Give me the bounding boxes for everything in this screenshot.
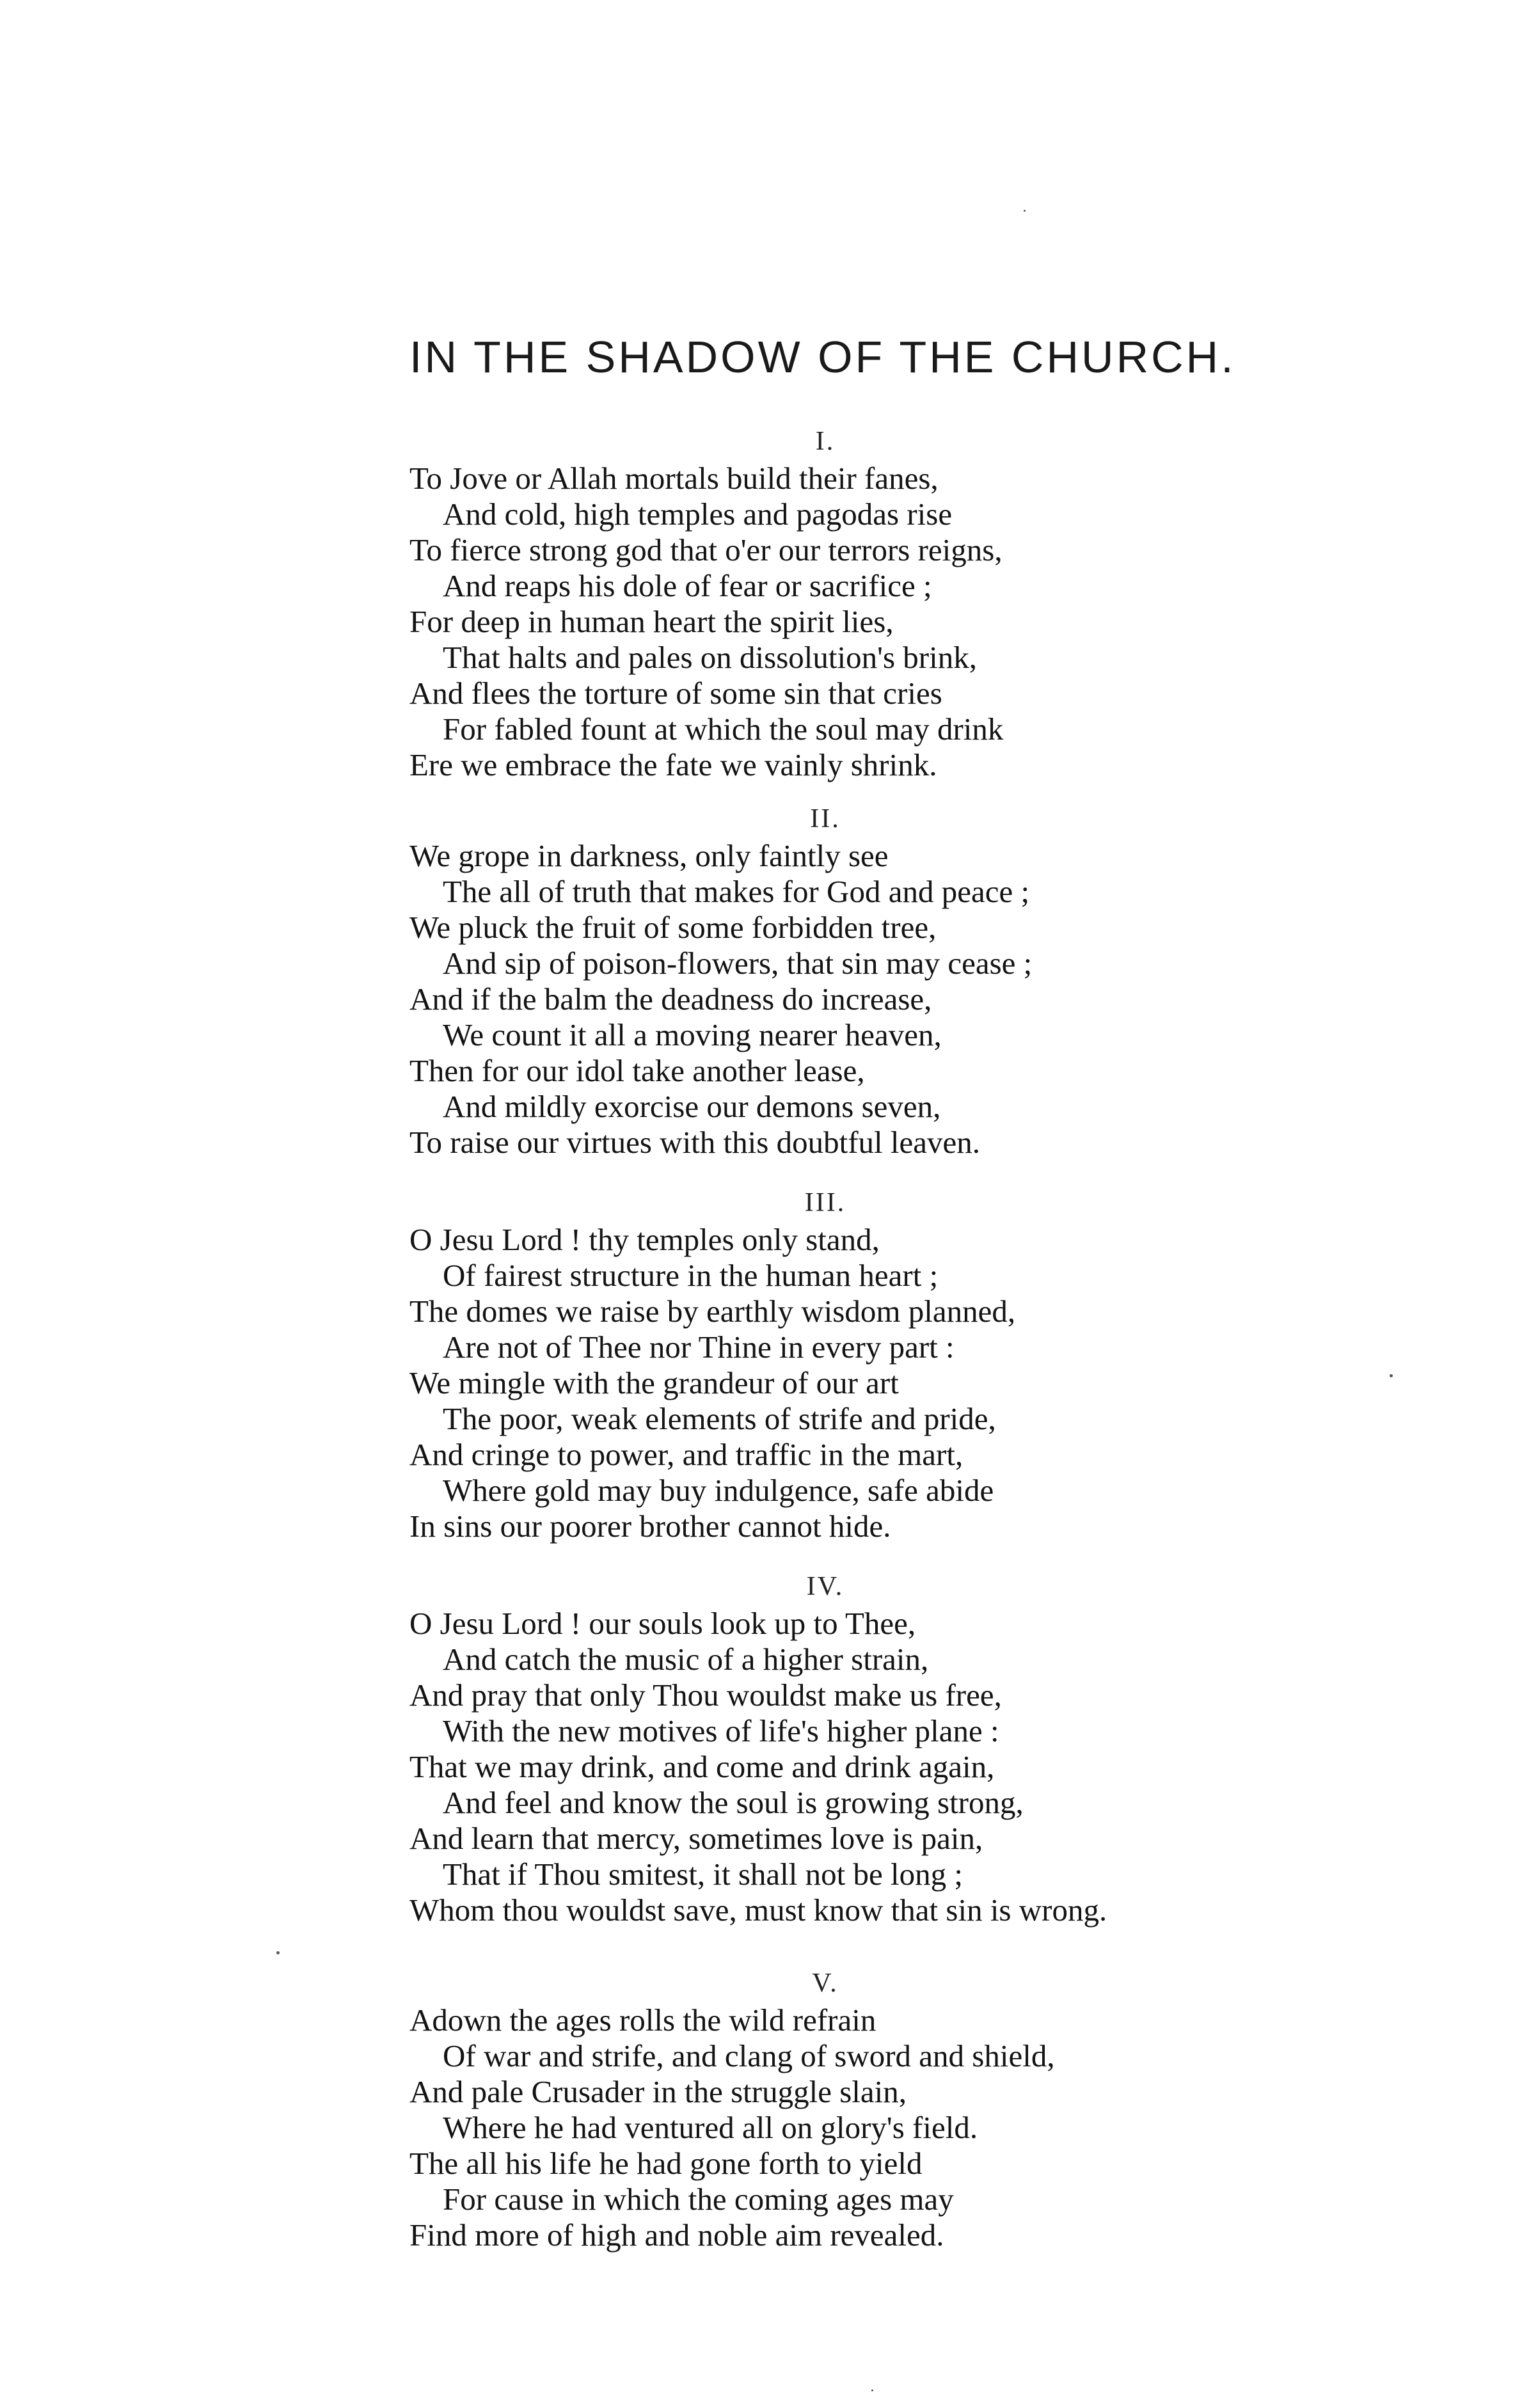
stanza-numeral: III. <box>804 1188 846 1217</box>
poem-line: Then for our idol take another lease, <box>409 1053 865 1088</box>
poem-line: To Jove or Allah mortals build their fanes, <box>409 461 939 496</box>
poem-line: And cringe to power, and traffic in the mart, <box>409 1437 963 1472</box>
poem-line: And reaps his dole of fear or sacrifice ; <box>443 568 932 603</box>
poem-line: And sip of poison-flowers, that sin may cease ; <box>443 946 1033 981</box>
stanza-numeral: I. <box>815 427 836 456</box>
stanza-1 <box>409 422 1241 783</box>
poem-title: IN THE SHADOW OF THE CHURCH. <box>409 332 1236 382</box>
poem-line: The all of truth that makes for God and peace ; <box>443 874 1030 909</box>
poem-line: Adown the ages rolls the wild refrain <box>409 2002 876 2038</box>
stanza-5 <box>409 1964 1241 2253</box>
stanza-4 <box>409 1567 1241 1928</box>
poem-line: With the new motives of life's higher plane : <box>443 1713 999 1748</box>
poem-line: And if the balm the deadness do increase, <box>409 981 932 1017</box>
poem-line: And pale Crusader in the struggle slain, <box>409 2074 907 2109</box>
print-speck <box>871 2389 873 2391</box>
poem-line: That we may drink, and come and drink again, <box>409 1749 995 1784</box>
poem-line: And feel and know the soul is growing strong, <box>443 1785 1024 1820</box>
stanza-2 <box>409 800 1241 1160</box>
stanza-numeral: IV. <box>806 1572 844 1601</box>
poem-line: The poor, weak elements of strife and pride, <box>443 1401 996 1436</box>
poem-line: And catch the music of a higher strain, <box>443 1642 929 1677</box>
poem-line: Find more of high and noble aim revealed. <box>409 2217 944 2253</box>
poem-line: Where gold may buy indulgence, safe abide <box>443 1473 994 1508</box>
poem-line: For fabled fount at which the soul may drink <box>443 711 1004 747</box>
poem-line: Of fairest structure in the human heart ; <box>443 1258 939 1293</box>
poem-line: We grope in darkness, only faintly see <box>409 838 889 873</box>
poem-line: And pray that only Thou wouldst make us free, <box>409 1677 1002 1713</box>
poem-line: We count it all a moving nearer heaven, <box>443 1017 942 1052</box>
poem-line: And cold, high temples and pagodas rise <box>443 496 953 532</box>
poem-line: And learn that mercy, sometimes love is pain, <box>409 1821 983 1856</box>
poem-line: That if Thou smitest, it shall not be long ; <box>443 1857 963 1892</box>
poem-line: We mingle with the grandeur of our art <box>409 1365 899 1400</box>
poem-line: Of war and strife, and clang of sword and shield, <box>443 2038 1055 2073</box>
poem-line: To raise our virtues with this doubtful leaven. <box>409 1125 981 1160</box>
print-speck <box>1024 210 1026 212</box>
poem-line: The all his life he had gone forth to yield <box>409 2146 923 2181</box>
stanza-3 <box>409 1184 1241 1544</box>
stanza-numeral: V. <box>812 1968 839 1998</box>
stanza-numeral: II. <box>810 804 841 834</box>
print-speck <box>276 1951 280 1954</box>
poem-line: That halts and pales on dissolution's brink, <box>443 640 977 675</box>
poem-line: Whom thou wouldst save, must know that sin is wrong. <box>409 1892 1107 1928</box>
poem-line: In sins our poorer brother cannot hide. <box>409 1509 891 1544</box>
poem-line: Ere we embrace the fate we vainly shrink. <box>409 747 937 782</box>
print-speck <box>1390 1374 1393 1377</box>
poem-line: Where he had ventured all on glory's field. <box>443 2110 978 2145</box>
poem-line: For cause in which the coming ages may <box>443 2182 954 2217</box>
poem-line: O Jesu Lord ! thy temples only stand, <box>409 1222 880 1257</box>
poem-line: To fierce strong god that o'er our terrors reigns, <box>409 532 1003 567</box>
poem-line: Are not of Thee nor Thine in every part : <box>443 1329 955 1365</box>
poem-line: O Jesu Lord ! our souls look up to Thee, <box>409 1606 916 1641</box>
poem-line: And flees the torture of some sin that cries <box>409 676 942 711</box>
poem-line: And mildly exorcise our demons seven, <box>443 1089 941 1124</box>
poem-line: The domes we raise by earthly wisdom planned, <box>409 1294 1016 1329</box>
poem-line: We pluck the fruit of some forbidden tree, <box>409 910 937 945</box>
poem-line: For deep in human heart the spirit lies, <box>409 604 894 639</box>
